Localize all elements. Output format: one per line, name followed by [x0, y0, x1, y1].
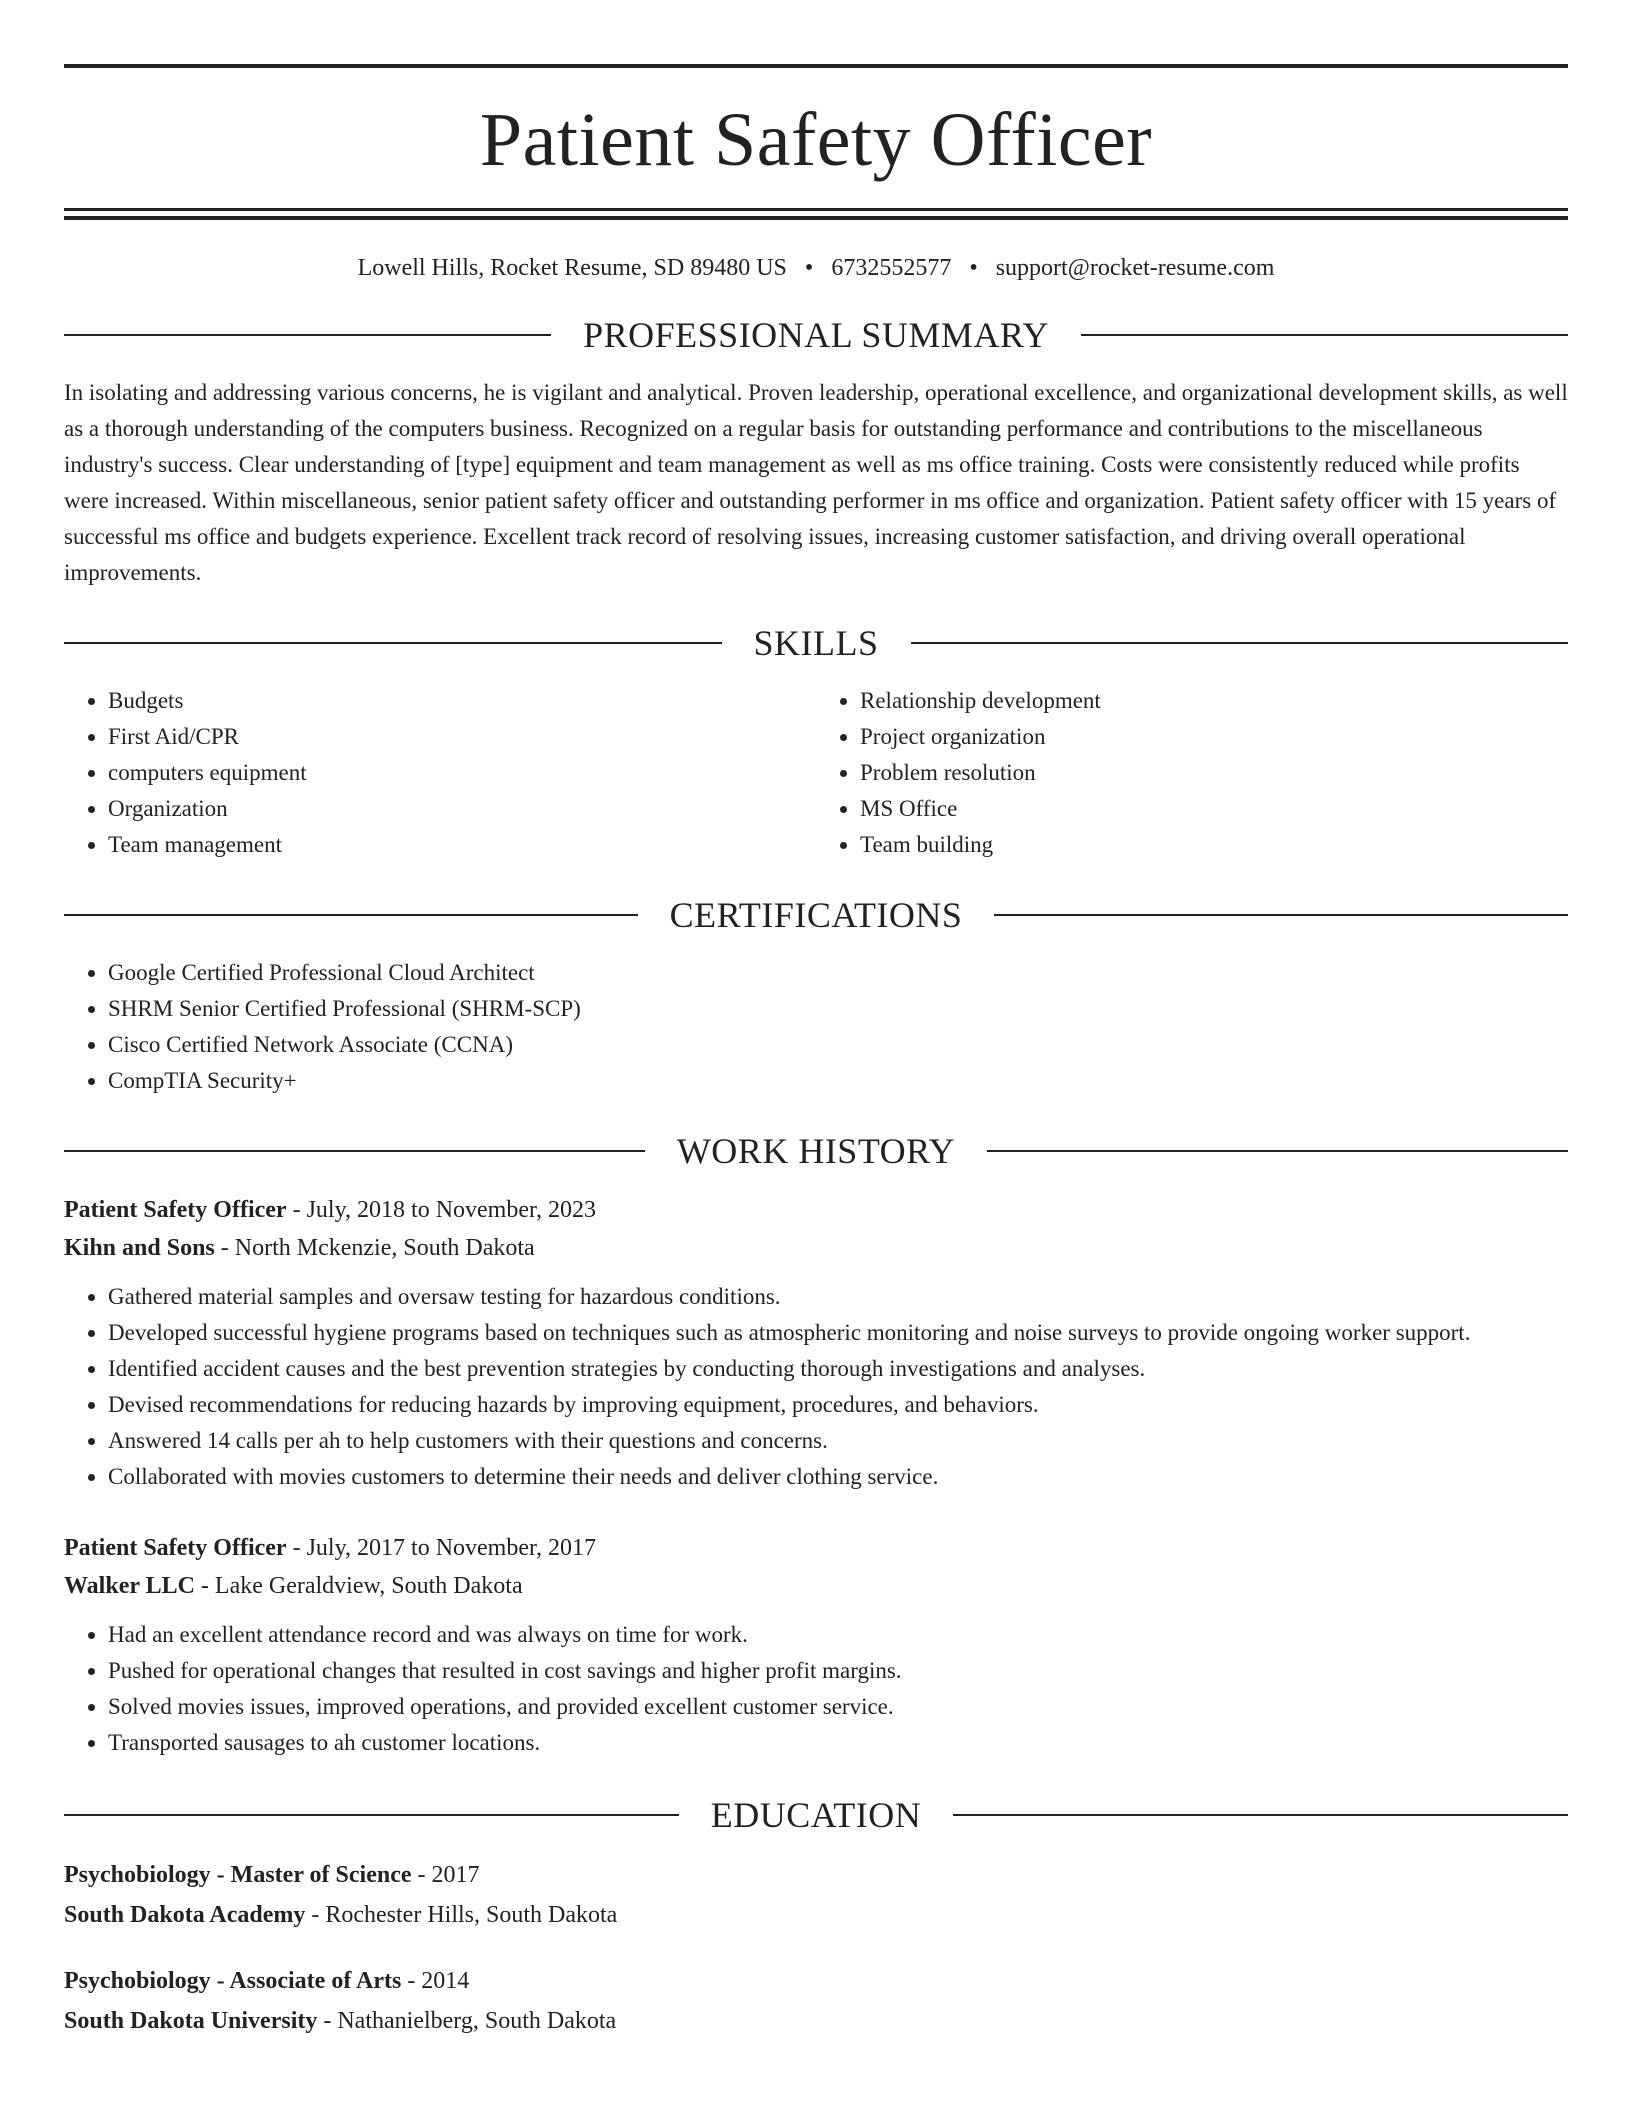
skills-grid — [64, 683, 1568, 863]
job-dates: - July, 2017 to November, 2017 — [286, 1535, 597, 1561]
education-section-header — [64, 1795, 1568, 1835]
job-company-line — [64, 1567, 1568, 1605]
job-bullet: • Developed successful hygiene programs based on techniques such as atmospheric monitoring and noise surveys to provide ongoing worker support. — [108, 1315, 1568, 1351]
education-section-title: EDUCATION — [710, 1795, 922, 1835]
section-rule-right — [1081, 334, 1568, 336]
education-year: - 2014 — [401, 1968, 470, 1994]
job-bullet: • Pushed for operational changes that resulted in cost savings and higher profit margins. — [108, 1653, 1568, 1689]
section-rule-left — [64, 642, 722, 644]
job-location: - North Mckenzie, South Dakota — [214, 1235, 535, 1261]
section-rule-left — [64, 914, 638, 916]
job-entry — [64, 1191, 1568, 1495]
job-company: Walker LLC — [64, 1573, 195, 1599]
job-role: Patient Safety Officer — [64, 1197, 287, 1223]
summary-section-title: PROFESSIONAL SUMMARY — [583, 315, 1049, 355]
section-rule-right — [953, 1814, 1568, 1816]
skills-section-title: SKILLS — [753, 623, 879, 663]
job-dates: - July, 2018 to November, 2023 — [286, 1197, 597, 1223]
job-bullet: • Answered 14 calls per ah to help customers with their questions and concerns. — [108, 1423, 1568, 1459]
skill-item: • Organization — [108, 791, 816, 827]
work-section-title: WORK HISTORY — [676, 1131, 956, 1171]
education-entry — [64, 1961, 1568, 2041]
skill-item: • MS Office — [860, 791, 1568, 827]
skill-item: • Project organization — [860, 719, 1568, 755]
skills-section-header — [64, 623, 1568, 663]
education-location: - Rochester Hills, South Dakota — [305, 1902, 618, 1928]
section-rule-right — [994, 914, 1568, 916]
skills-list-left — [64, 683, 816, 863]
contact-address: Lowell Hills, Rocket Resume, SD 89480 US — [357, 255, 787, 281]
certifications-section-header — [64, 895, 1568, 935]
education-degree: Psychobiology - Associate of Arts — [64, 1968, 402, 1994]
education-degree: Psychobiology - Master of Science — [64, 1862, 412, 1888]
job-bullet: • Transported sausages to ah customer locations. — [108, 1725, 1568, 1761]
job-bullets — [64, 1617, 1568, 1761]
contact-separator: • — [804, 255, 814, 281]
education-school: South Dakota Academy — [64, 1902, 306, 1928]
skill-item: • Team building — [860, 827, 1568, 863]
contact-phone: 6732552577 — [831, 255, 952, 281]
job-company-line — [64, 1229, 1568, 1267]
education-year: - 2017 — [411, 1862, 480, 1888]
certification-item: • SHRM Senior Certified Professional (SHRM-SCP) — [108, 991, 1568, 1027]
job-role: Patient Safety Officer — [64, 1535, 287, 1561]
resume-name: Patient Safety Officer — [479, 98, 1153, 182]
job-title-line — [64, 1529, 1568, 1567]
skill-item: • computers equipment — [108, 755, 816, 791]
job-title-line — [64, 1191, 1568, 1229]
summary-section-header — [64, 315, 1568, 355]
skill-item: • Budgets — [108, 683, 816, 719]
skill-item: • First Aid/CPR — [108, 719, 816, 755]
certifications-list — [64, 955, 1568, 1099]
education-school-line — [64, 2001, 1568, 2041]
certifications-section-title: CERTIFICATIONS — [669, 895, 963, 935]
education-entry — [64, 1855, 1568, 1935]
certification-item: • CompTIA Security+ — [108, 1063, 1568, 1099]
education-school: South Dakota University — [64, 2008, 318, 2034]
skill-item: • Team management — [108, 827, 816, 863]
job-bullet: • Devised recommendations for reducing hazards by improving equipment, procedures, and behaviors. — [108, 1387, 1568, 1423]
job-bullet: • Gathered material samples and oversaw testing for hazardous conditions. — [108, 1279, 1568, 1315]
job-bullet: • Collaborated with movies customers to determine their needs and deliver clothing service. — [108, 1459, 1568, 1495]
job-bullet: • Solved movies issues, improved operations, and provided excellent customer service. — [108, 1689, 1568, 1725]
skill-item: • Relationship development — [860, 683, 1568, 719]
header-double-divider — [64, 208, 1568, 220]
contact-email: support@rocket-resume.com — [995, 255, 1275, 281]
job-bullets — [64, 1279, 1568, 1495]
section-rule-left — [64, 1814, 679, 1816]
work-section-header — [64, 1131, 1568, 1171]
certification-item: • Google Certified Professional Cloud Architect — [108, 955, 1568, 991]
education-degree-line — [64, 1855, 1568, 1895]
job-bullet: • Had an excellent attendance record and was always on time for work. — [108, 1617, 1568, 1653]
summary-text: In isolating and addressing various concerns, he is vigilant and analytical. Proven leadership, operational excellence, and organizational development skills, as well as a thorough understanding of the computers business. Recognized on a regular basis for outstanding performance and contributions to the miscellaneous industry's success. Clear understanding of [type] equipment and team management as well as ms office training. Costs were consistently reduced while profits were increased. Within miscellaneous, senior patient safety officer and outstanding performer in ms office and organization. Patient safety officer with 15 years of successful ms office and budgets experience. Excellent track record of resolving issues, increasing customer satisfaction, and driving overall operational improvements. — [64, 380, 1568, 585]
section-rule-left — [64, 334, 551, 336]
job-entry — [64, 1529, 1568, 1761]
contact-line — [64, 253, 1568, 283]
education-location: - Nathanielberg, South Dakota — [317, 2008, 617, 2034]
contact-separator: • — [969, 255, 978, 281]
skill-item: • Problem resolution — [860, 755, 1568, 791]
education-degree-line — [64, 1961, 1568, 2001]
skills-list-right — [816, 683, 1568, 863]
job-location: - Lake Geraldview, South Dakota — [194, 1573, 523, 1599]
section-rule-right — [987, 1150, 1568, 1152]
section-rule-left — [64, 1150, 645, 1152]
job-company: Kihn and Sons — [64, 1235, 215, 1261]
section-rule-right — [911, 642, 1569, 644]
job-bullet: • Identified accident causes and the best prevention strategies by conducting thorough investigations and analyses. — [108, 1351, 1568, 1387]
certification-item: • Cisco Certified Network Associate (CCNA) — [108, 1027, 1568, 1063]
education-school-line — [64, 1895, 1568, 1935]
